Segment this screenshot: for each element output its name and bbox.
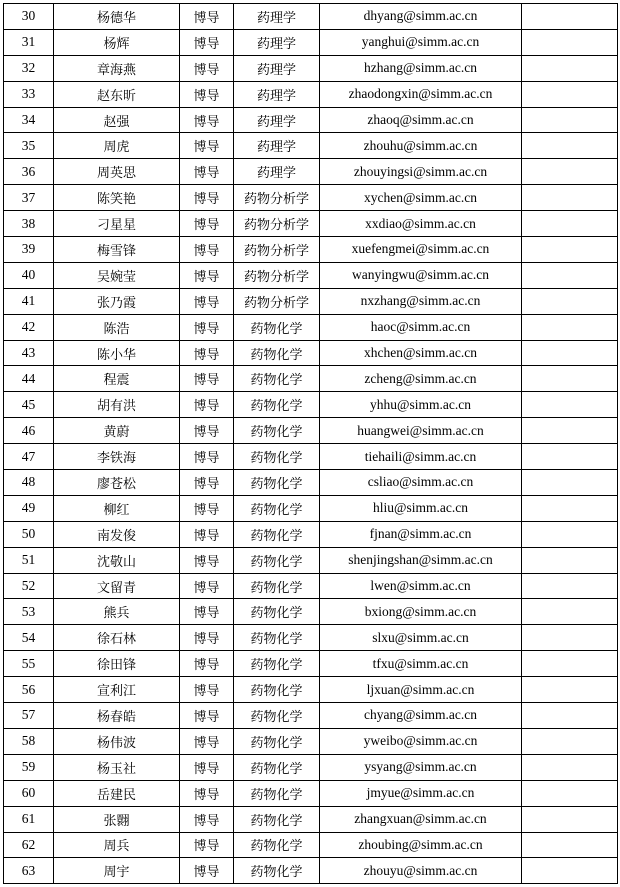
name-cell: 柳红 [54,495,180,521]
name-cell: 南发俊 [54,521,180,547]
degree-cell: 博导 [180,211,234,237]
note-cell [522,495,618,521]
table-row [4,81,618,107]
degree-cell: 博导 [180,754,234,780]
row-number-cell: 37 [4,185,54,211]
email-cell: xhchen@simm.ac.cn [320,340,522,366]
row-number-cell: 31 [4,29,54,55]
note-cell [522,703,618,729]
major-cell: 药理学 [234,4,320,30]
row-number-cell: 63 [4,858,54,884]
note-cell [522,599,618,625]
email-cell: hzhang@simm.ac.cn [320,55,522,81]
degree-cell: 博导 [180,547,234,573]
degree-cell: 博导 [180,780,234,806]
note-cell [522,470,618,496]
name-cell: 周虎 [54,133,180,159]
name-cell: 沈敬山 [54,547,180,573]
email-cell: zhaodongxin@simm.ac.cn [320,81,522,107]
major-cell: 药物化学 [234,521,320,547]
note-cell [522,107,618,133]
note-cell [522,780,618,806]
row-number-cell: 48 [4,470,54,496]
major-cell: 药物化学 [234,754,320,780]
major-cell: 药物化学 [234,858,320,884]
row-number-cell: 40 [4,262,54,288]
name-cell: 张乃霞 [54,288,180,314]
name-cell: 杨伟波 [54,728,180,754]
degree-cell: 博导 [180,366,234,392]
major-cell: 药物分析学 [234,185,320,211]
table-row [4,340,618,366]
major-cell: 药物化学 [234,573,320,599]
table-row [4,418,618,444]
note-cell [522,4,618,30]
note-cell [522,651,618,677]
degree-cell: 博导 [180,288,234,314]
email-cell: zhaoq@simm.ac.cn [320,107,522,133]
row-number-cell: 57 [4,703,54,729]
note-cell [522,392,618,418]
major-cell: 药物化学 [234,703,320,729]
table-row [4,858,618,884]
name-cell: 徐石林 [54,625,180,651]
note-cell [522,237,618,263]
row-number-cell: 56 [4,677,54,703]
table-row [4,185,618,211]
supervisor-table [3,3,618,884]
degree-cell: 博导 [180,677,234,703]
degree-cell: 博导 [180,237,234,263]
table-row [4,237,618,263]
row-number-cell: 62 [4,832,54,858]
note-cell [522,133,618,159]
degree-cell: 博导 [180,444,234,470]
row-number-cell: 54 [4,625,54,651]
email-cell: csliao@simm.ac.cn [320,470,522,496]
major-cell: 药物化学 [234,392,320,418]
row-number-cell: 61 [4,806,54,832]
table-row [4,288,618,314]
table-row [4,211,618,237]
row-number-cell: 36 [4,159,54,185]
degree-cell: 博导 [180,495,234,521]
major-cell: 药物化学 [234,677,320,703]
note-cell [522,314,618,340]
row-number-cell: 33 [4,81,54,107]
name-cell: 陈小华 [54,340,180,366]
degree-cell: 博导 [180,81,234,107]
note-cell [522,573,618,599]
name-cell: 李铁海 [54,444,180,470]
name-cell: 杨辉 [54,29,180,55]
row-number-cell: 45 [4,392,54,418]
email-cell: chyang@simm.ac.cn [320,703,522,729]
row-number-cell: 50 [4,521,54,547]
table-row [4,677,618,703]
row-number-cell: 49 [4,495,54,521]
row-number-cell: 53 [4,599,54,625]
note-cell [522,806,618,832]
degree-cell: 博导 [180,159,234,185]
name-cell: 吴婉莹 [54,262,180,288]
note-cell [522,340,618,366]
row-number-cell: 58 [4,728,54,754]
degree-cell: 博导 [180,858,234,884]
email-cell: tfxu@simm.ac.cn [320,651,522,677]
degree-cell: 博导 [180,107,234,133]
email-cell: xuefengmei@simm.ac.cn [320,237,522,263]
email-cell: ysyang@simm.ac.cn [320,754,522,780]
degree-cell: 博导 [180,521,234,547]
name-cell: 周英思 [54,159,180,185]
note-cell [522,55,618,81]
email-cell: zcheng@simm.ac.cn [320,366,522,392]
degree-cell: 博导 [180,133,234,159]
major-cell: 药物化学 [234,340,320,366]
note-cell [522,832,618,858]
name-cell: 熊兵 [54,599,180,625]
row-number-cell: 59 [4,754,54,780]
note-cell [522,444,618,470]
major-cell: 药物化学 [234,495,320,521]
major-cell: 药理学 [234,159,320,185]
name-cell: 周兵 [54,832,180,858]
name-cell: 岳建民 [54,780,180,806]
table-row [4,728,618,754]
row-number-cell: 39 [4,237,54,263]
table-row [4,521,618,547]
major-cell: 药理学 [234,55,320,81]
note-cell [522,262,618,288]
email-cell: zhoubing@simm.ac.cn [320,832,522,858]
degree-cell: 博导 [180,314,234,340]
email-cell: xychen@simm.ac.cn [320,185,522,211]
name-cell: 章海燕 [54,55,180,81]
note-cell [522,29,618,55]
row-number-cell: 60 [4,780,54,806]
row-number-cell: 41 [4,288,54,314]
email-cell: huangwei@simm.ac.cn [320,418,522,444]
name-cell: 赵东昕 [54,81,180,107]
row-number-cell: 42 [4,314,54,340]
email-cell: zhouyingsi@simm.ac.cn [320,159,522,185]
name-cell: 刁星星 [54,211,180,237]
table-body [4,4,618,884]
table-row [4,4,618,30]
email-cell: yweibo@simm.ac.cn [320,728,522,754]
major-cell: 药理学 [234,29,320,55]
email-cell: slxu@simm.ac.cn [320,625,522,651]
major-cell: 药物化学 [234,470,320,496]
table-row [4,444,618,470]
email-cell: bxiong@simm.ac.cn [320,599,522,625]
degree-cell: 博导 [180,4,234,30]
table-row [4,55,618,81]
email-cell: xxdiao@simm.ac.cn [320,211,522,237]
major-cell: 药物分析学 [234,262,320,288]
name-cell: 周宇 [54,858,180,884]
name-cell: 陈笑艳 [54,185,180,211]
major-cell: 药物分析学 [234,211,320,237]
email-cell: lwen@simm.ac.cn [320,573,522,599]
email-cell: wanyingwu@simm.ac.cn [320,262,522,288]
table-row [4,625,618,651]
email-cell: zhouyu@simm.ac.cn [320,858,522,884]
row-number-cell: 34 [4,107,54,133]
row-number-cell: 46 [4,418,54,444]
major-cell: 药物化学 [234,314,320,340]
name-cell: 文留青 [54,573,180,599]
major-cell: 药物化学 [234,625,320,651]
note-cell [522,288,618,314]
note-cell [522,728,618,754]
note-cell [522,159,618,185]
table-row [4,107,618,133]
major-cell: 药物化学 [234,806,320,832]
name-cell: 陈浩 [54,314,180,340]
table-row [4,470,618,496]
table-row [4,806,618,832]
table-row [4,392,618,418]
major-cell: 药理学 [234,81,320,107]
major-cell: 药理学 [234,133,320,159]
name-cell: 胡有洪 [54,392,180,418]
major-cell: 药物化学 [234,418,320,444]
table-row [4,573,618,599]
row-number-cell: 32 [4,55,54,81]
name-cell: 黄蔚 [54,418,180,444]
row-number-cell: 44 [4,366,54,392]
table-row [4,314,618,340]
name-cell: 杨德华 [54,4,180,30]
email-cell: zhouhu@simm.ac.cn [320,133,522,159]
major-cell: 药物化学 [234,780,320,806]
email-cell: hliu@simm.ac.cn [320,495,522,521]
major-cell: 药物化学 [234,832,320,858]
note-cell [522,858,618,884]
note-cell [522,521,618,547]
email-cell: zhangxuan@simm.ac.cn [320,806,522,832]
table-row [4,780,618,806]
row-number-cell: 47 [4,444,54,470]
name-cell: 程震 [54,366,180,392]
row-number-cell: 35 [4,133,54,159]
degree-cell: 博导 [180,806,234,832]
table-row [4,703,618,729]
note-cell [522,418,618,444]
degree-cell: 博导 [180,728,234,754]
table-row [4,262,618,288]
name-cell: 赵强 [54,107,180,133]
note-cell [522,211,618,237]
note-cell [522,625,618,651]
note-cell [522,677,618,703]
row-number-cell: 38 [4,211,54,237]
name-cell: 宣利江 [54,677,180,703]
table-row [4,547,618,573]
degree-cell: 博导 [180,470,234,496]
major-cell: 药物分析学 [234,237,320,263]
degree-cell: 博导 [180,392,234,418]
email-cell: dhyang@simm.ac.cn [320,4,522,30]
email-cell: yhhu@simm.ac.cn [320,392,522,418]
email-cell: fjnan@simm.ac.cn [320,521,522,547]
degree-cell: 博导 [180,573,234,599]
degree-cell: 博导 [180,651,234,677]
degree-cell: 博导 [180,185,234,211]
table-row [4,29,618,55]
row-number-cell: 43 [4,340,54,366]
major-cell: 药物化学 [234,444,320,470]
table-row [4,599,618,625]
degree-cell: 博导 [180,262,234,288]
major-cell: 药理学 [234,107,320,133]
degree-cell: 博导 [180,832,234,858]
name-cell: 徐田锋 [54,651,180,677]
degree-cell: 博导 [180,599,234,625]
name-cell: 杨玉社 [54,754,180,780]
major-cell: 药物化学 [234,651,320,677]
table-row [4,159,618,185]
table-row [4,832,618,858]
row-number-cell: 51 [4,547,54,573]
table-row [4,754,618,780]
note-cell [522,754,618,780]
note-cell [522,185,618,211]
note-cell [522,81,618,107]
degree-cell: 博导 [180,29,234,55]
major-cell: 药物分析学 [234,288,320,314]
name-cell: 张翾 [54,806,180,832]
note-cell [522,366,618,392]
name-cell: 廖苍松 [54,470,180,496]
email-cell: yanghui@simm.ac.cn [320,29,522,55]
major-cell: 药物化学 [234,728,320,754]
row-number-cell: 55 [4,651,54,677]
table-row [4,651,618,677]
email-cell: haoc@simm.ac.cn [320,314,522,340]
email-cell: tiehaili@simm.ac.cn [320,444,522,470]
name-cell: 杨春皓 [54,703,180,729]
row-number-cell: 30 [4,4,54,30]
degree-cell: 博导 [180,340,234,366]
degree-cell: 博导 [180,418,234,444]
degree-cell: 博导 [180,55,234,81]
major-cell: 药物化学 [234,547,320,573]
email-cell: jmyue@simm.ac.cn [320,780,522,806]
note-cell [522,547,618,573]
degree-cell: 博导 [180,625,234,651]
email-cell: shenjingshan@simm.ac.cn [320,547,522,573]
major-cell: 药物化学 [234,366,320,392]
major-cell: 药物化学 [234,599,320,625]
table-row [4,495,618,521]
table-row [4,366,618,392]
name-cell: 梅雪锋 [54,237,180,263]
email-cell: nxzhang@simm.ac.cn [320,288,522,314]
table-row [4,133,618,159]
email-cell: ljxuan@simm.ac.cn [320,677,522,703]
row-number-cell: 52 [4,573,54,599]
degree-cell: 博导 [180,703,234,729]
